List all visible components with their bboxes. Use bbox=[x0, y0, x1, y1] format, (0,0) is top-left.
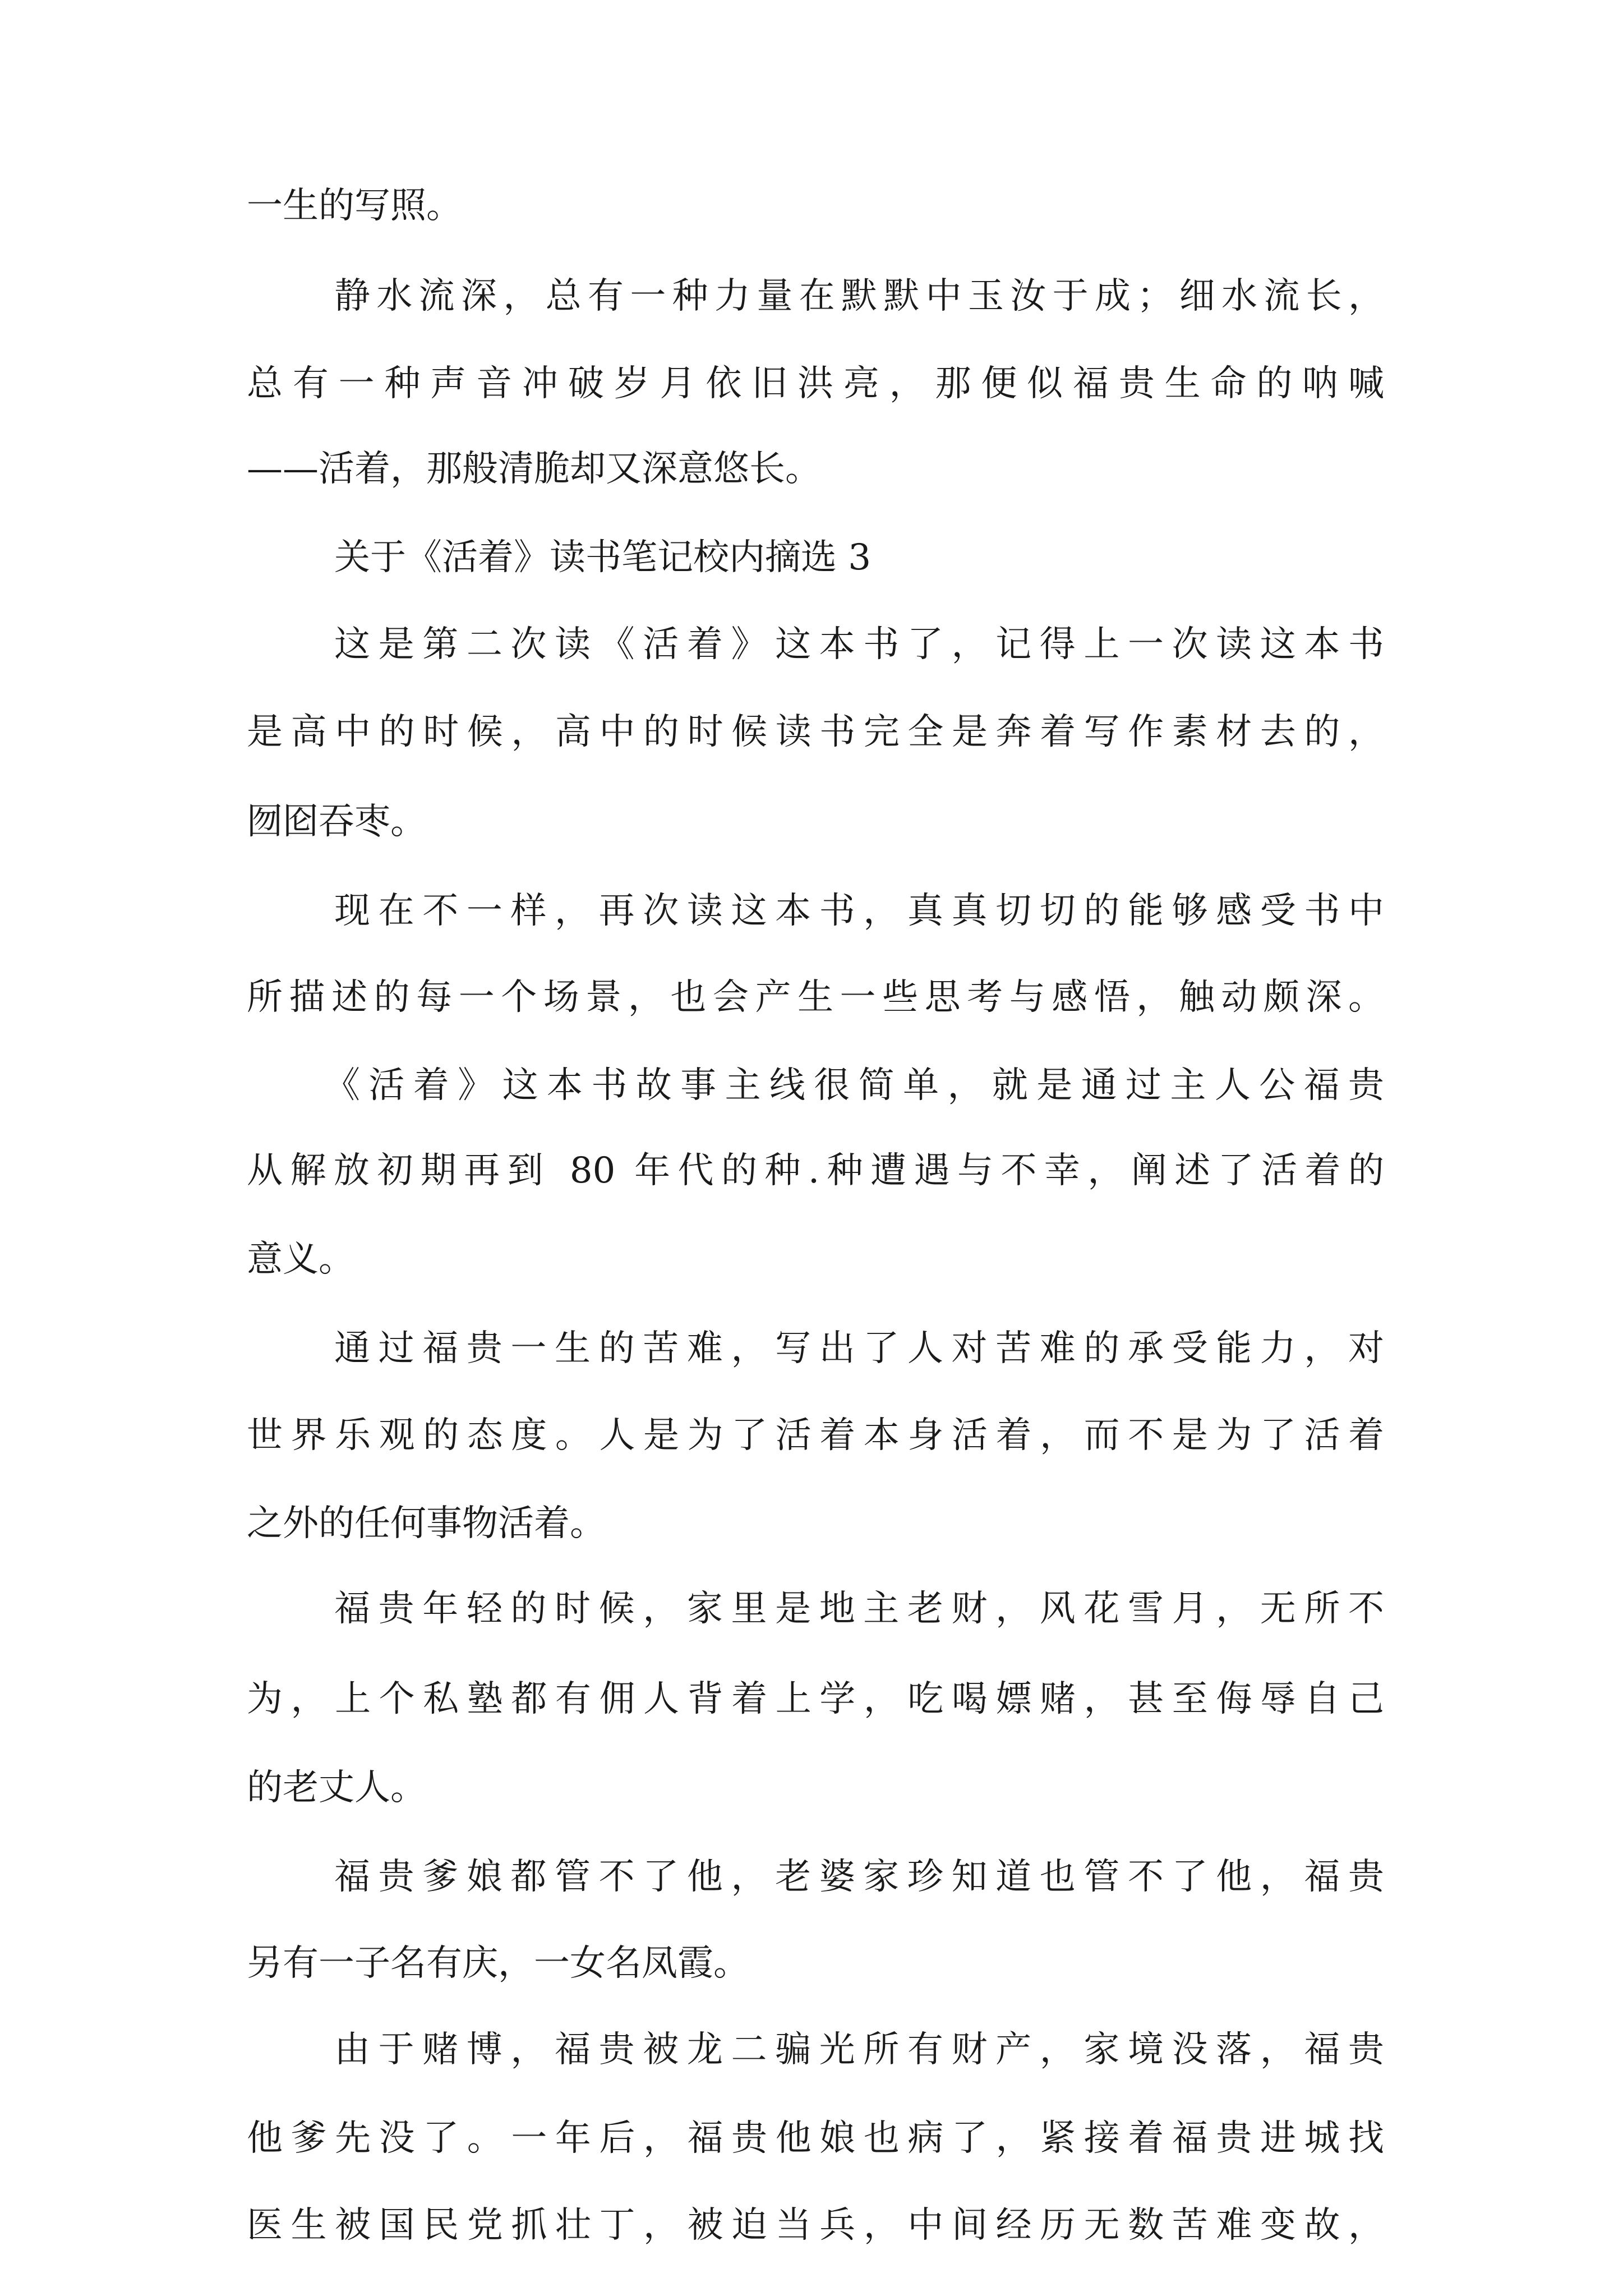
text-line: 总有一种声音冲破岁月依旧洪亮，那便似福贵生命的呐喊 bbox=[247, 363, 1384, 404]
text-line: 由于赌博，福贵被龙二骗光所有财产，家境没落，福贵 bbox=[334, 2029, 1384, 2070]
text-line: 的老丈人。 bbox=[247, 1767, 426, 1809]
text-line: 是高中的时候，高中的时候读书完全是奔着写作素材去的， bbox=[247, 711, 1384, 753]
text-line: 意义。 bbox=[247, 1239, 354, 1280]
text-line: 医生被国民党抓壮丁，被迫当兵，中间经历无数苦难变故， bbox=[247, 2205, 1384, 2246]
text-line: 《活着》这本书故事主线很简单，就是通过主人公福贵 bbox=[324, 1065, 1384, 1106]
text-line: 从解放初期再到 80 年代的种.种遭遇与不幸，阐述了活着的 bbox=[247, 1150, 1384, 1191]
text-line: 囫囵吞枣。 bbox=[247, 801, 426, 843]
text-line: 这是第二次读《活着》这本书了，记得上一次读这本书 bbox=[334, 624, 1384, 665]
text-line: 通过福贵一生的苦难，写出了人对苦难的承受能力，对 bbox=[334, 1328, 1384, 1369]
text-line: 福贵爹娘都管不了他，老婆家珍知道也管不了他，福贵 bbox=[334, 1856, 1384, 1898]
text-line: 所描述的每一个场景，也会产生一些思考与感悟，触动颇深。 bbox=[247, 977, 1384, 1018]
text-line: 一生的写照。 bbox=[247, 185, 462, 227]
text-line: 之外的任何事物活着。 bbox=[247, 1503, 606, 1544]
section-heading: 关于《活着》读书笔记校内摘选 3 bbox=[334, 537, 872, 578]
text-line: 为，上个私塾都有佣人背着上学，吃喝嫖赌，甚至侮辱自己 bbox=[247, 1678, 1384, 1720]
text-line: 福贵年轻的时候，家里是地主老财，风花雪月，无所不 bbox=[334, 1588, 1384, 1630]
text-line: ——活着，那般清脆却又深意悠长。 bbox=[247, 448, 821, 490]
text-line: 另有一子名有庆，一女名凤霞。 bbox=[247, 1943, 749, 1984]
text-line: 世界乐观的态度。人是为了活着本身活着，而不是为了活着 bbox=[247, 1415, 1384, 1456]
text-line: 静水流深，总有一种力量在默默中玉汝于成；细水流长， bbox=[334, 275, 1384, 317]
text-line: 现在不一样，再次读这本书，真真切切的能够感受书中 bbox=[334, 890, 1384, 932]
text-line: 他爹先没了。一年后，福贵他娘也病了，紧接着福贵进城找 bbox=[247, 2118, 1384, 2159]
